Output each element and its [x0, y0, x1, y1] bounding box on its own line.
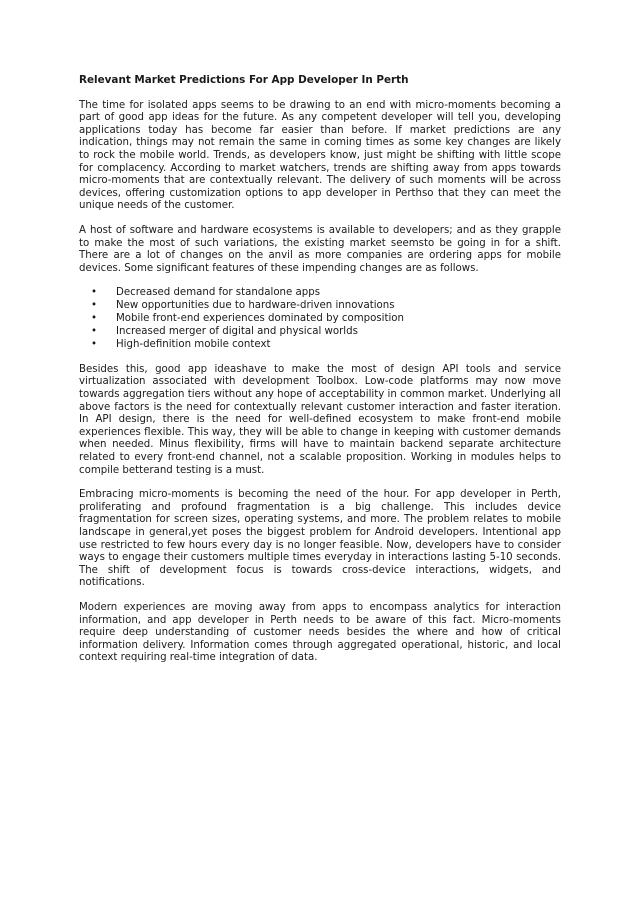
bullet-icon: • — [91, 313, 98, 325]
bullet-icon: • — [91, 326, 98, 338]
paragraph-api-tools: Besides this, good app ideashave to make the most of design API tools and service virtualization associated with development Toolbox. Low-code platforms may now move towards aggregation tiers without any hope of acceptability in common market. Underlying all above factors is the need for contextually relevant customer interaction and faster iteration. In API design, there is the need for well-defined ecosystem to make front-end mobile experiences flexible. This way, they will be able to change in keeping with customer demands when needed. Minus flexibility, firms will have to maintain backend separate architecture related to every front-end channel, not a scalable proposition. Working in modules helps to compile betterand testing is a must. — [79, 363, 561, 476]
paragraph-intro: The time for isolated apps seems to be drawing to an end with micro-moments becoming a part of good app ideas for the future. As any competent developer will tell you, developing applications today has become far easier than before. If market predictions are any indication, things may not remain the same in coming times as some key changes are likely to rock the mobile world. Trends, as developers know, just might be shifting with little scope for complacency. According to market watchers, trends are shifting away from apps towards micro-moments that are contextually relevant. The delivery of such moments will be across devices, offering customization options to app developer in Perthso that they can meet the unique needs of the customer. — [79, 99, 561, 212]
bullet-text: New opportunities due to hardware-driven innovations — [116, 300, 395, 312]
document-page — [79, 74, 561, 677]
list-item — [79, 300, 561, 313]
bullet-icon: • — [91, 287, 98, 299]
list-item — [79, 287, 561, 300]
paragraph-ecosystems: A host of software and hardware ecosystems is available to developers; and as they grapple to make the most of such variations, the existing market seemsto be going in for a shift. There are a lot of changes on the anvil as more companies are ordering apps for mobile devices. Some significant features of these impending changes are as follows. — [79, 224, 561, 274]
list-item — [79, 326, 561, 339]
bullet-text: Mobile front-end experiences dominated by composition — [116, 313, 404, 325]
bullet-text: Increased merger of digital and physical worlds — [116, 326, 358, 338]
list-item — [79, 339, 561, 352]
bullet-text: High-definition mobile context — [116, 338, 271, 350]
paragraph-micro-moments: Embracing micro-moments is becoming the need of the hour. For app developer in Perth, proliferating and profound fragmentation is a big challenge. This includes device fragmentation for screen sizes, operating systems, and more. The problem relates to mobile landscape in general,yet poses the biggest problem for Android developers. Intentional app use restricted to few hours every day is no longer feasible. Now, developers have to consider ways to engage their customers multiple times everyday in interactions lasting 5-10 seconds. The shift of development focus is towards cross-device interactions, widgets, and notifications. — [79, 489, 561, 589]
bullet-text: Decreased demand for standalone apps — [116, 287, 320, 299]
paragraph-modern-experiences: Modern experiences are moving away from apps to encompass analytics for interaction information, and app developer in Perth needs to be aware of this fact. Micro-moments require deep understanding of customer needs besides the where and how of critical information delivery. Information comes through aggregated operational, historic, and local context requiring real-time integration of data. — [79, 601, 561, 664]
feature-bullet-list — [79, 287, 561, 352]
bullet-icon: • — [91, 300, 98, 312]
bullet-icon: • — [91, 338, 98, 350]
list-item — [79, 313, 561, 326]
document-title: Relevant Market Predictions For App Developer In Perth — [79, 74, 409, 86]
